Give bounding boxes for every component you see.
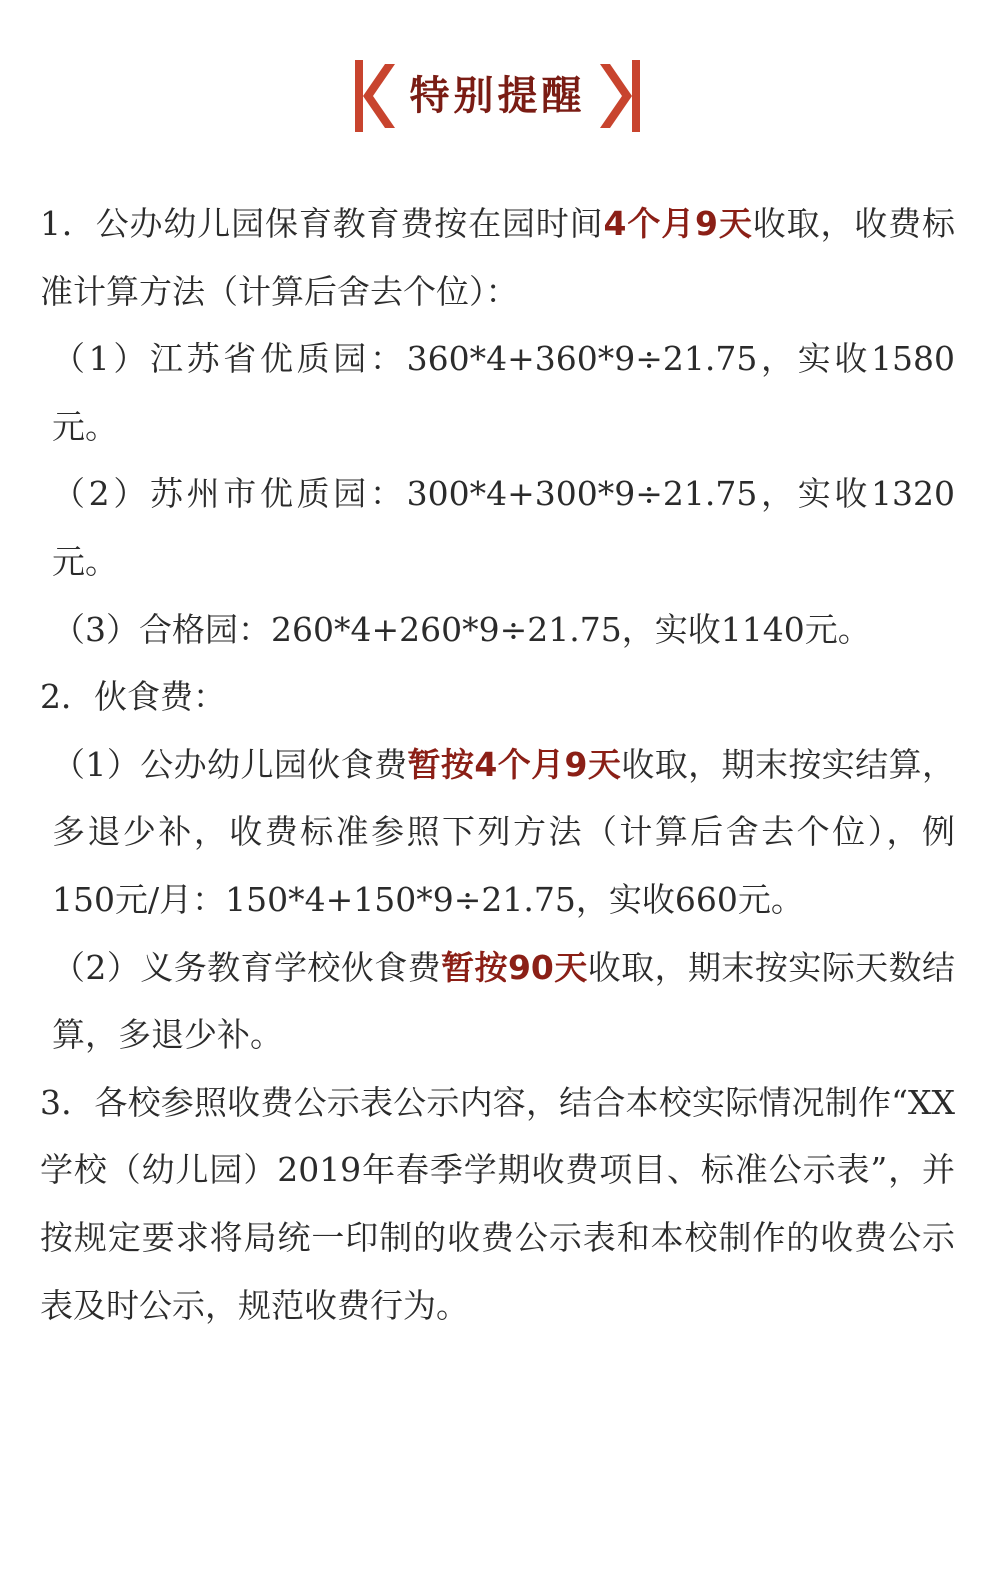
notice-body <box>40 190 955 1339</box>
item-1-sub-3: （3）合格园：260*4+260*9÷21.75，实收1140元。 <box>52 609 871 649</box>
item-2-sub-1-suffix: 收取，期末按实结算，多退少补，收费标准参照下列方法（计算后舍去个位），例150元/月：150*4+150*9÷21.75，实收660元。 <box>52 744 956 919</box>
item-3: 3．各校参照收费公示表公示内容，结合本校实际情况制作“XX学校（幼儿园）2019年春季学期收费项目、标准公示表”，并按规定要求将局统一印制的收费公示表和本校制作的收费公示表及时公示，规范收费行为。 <box>40 1082 955 1325</box>
item-1-sub-1: （1）江苏省优质园：360*4+360*9÷21.75，实收1580元。 <box>52 339 955 446</box>
banner <box>355 60 640 132</box>
item-2-title: 2．伙食费： <box>40 677 226 717</box>
item-1-highlight: 4个月9天 <box>603 204 753 243</box>
item-2-sub-2-suffix: 收取，期末按实际天数结算，多退少补。 <box>52 947 955 1055</box>
item-2-sub-2-prefix: （2）义务教育学校伙食费 <box>52 947 442 987</box>
item-2-sub-2 <box>40 934 955 1069</box>
bracket-right-icon <box>590 60 640 132</box>
item-1-suffix: 收取，收费标准计算方法（计算后舍去个位）： <box>40 204 956 311</box>
banner-title: 特别提醒 <box>409 73 586 119</box>
item-2-sub-1-highlight: 暂按4个月9天 <box>407 744 622 784</box>
item-2-sub-1 <box>40 731 955 934</box>
item-1-prefix: 1．公办幼儿园保育教育费按在园时间 <box>40 204 604 243</box>
item-2-sub-2-highlight: 暂按90天 <box>441 947 588 987</box>
item-1 <box>40 190 955 325</box>
item-1-sub-2: （2）苏州市优质园：300*4+300*9÷21.75，实收1320元。 <box>52 474 955 581</box>
item-2-sub-1-prefix: （1）公办幼儿园伙食费 <box>52 744 408 784</box>
